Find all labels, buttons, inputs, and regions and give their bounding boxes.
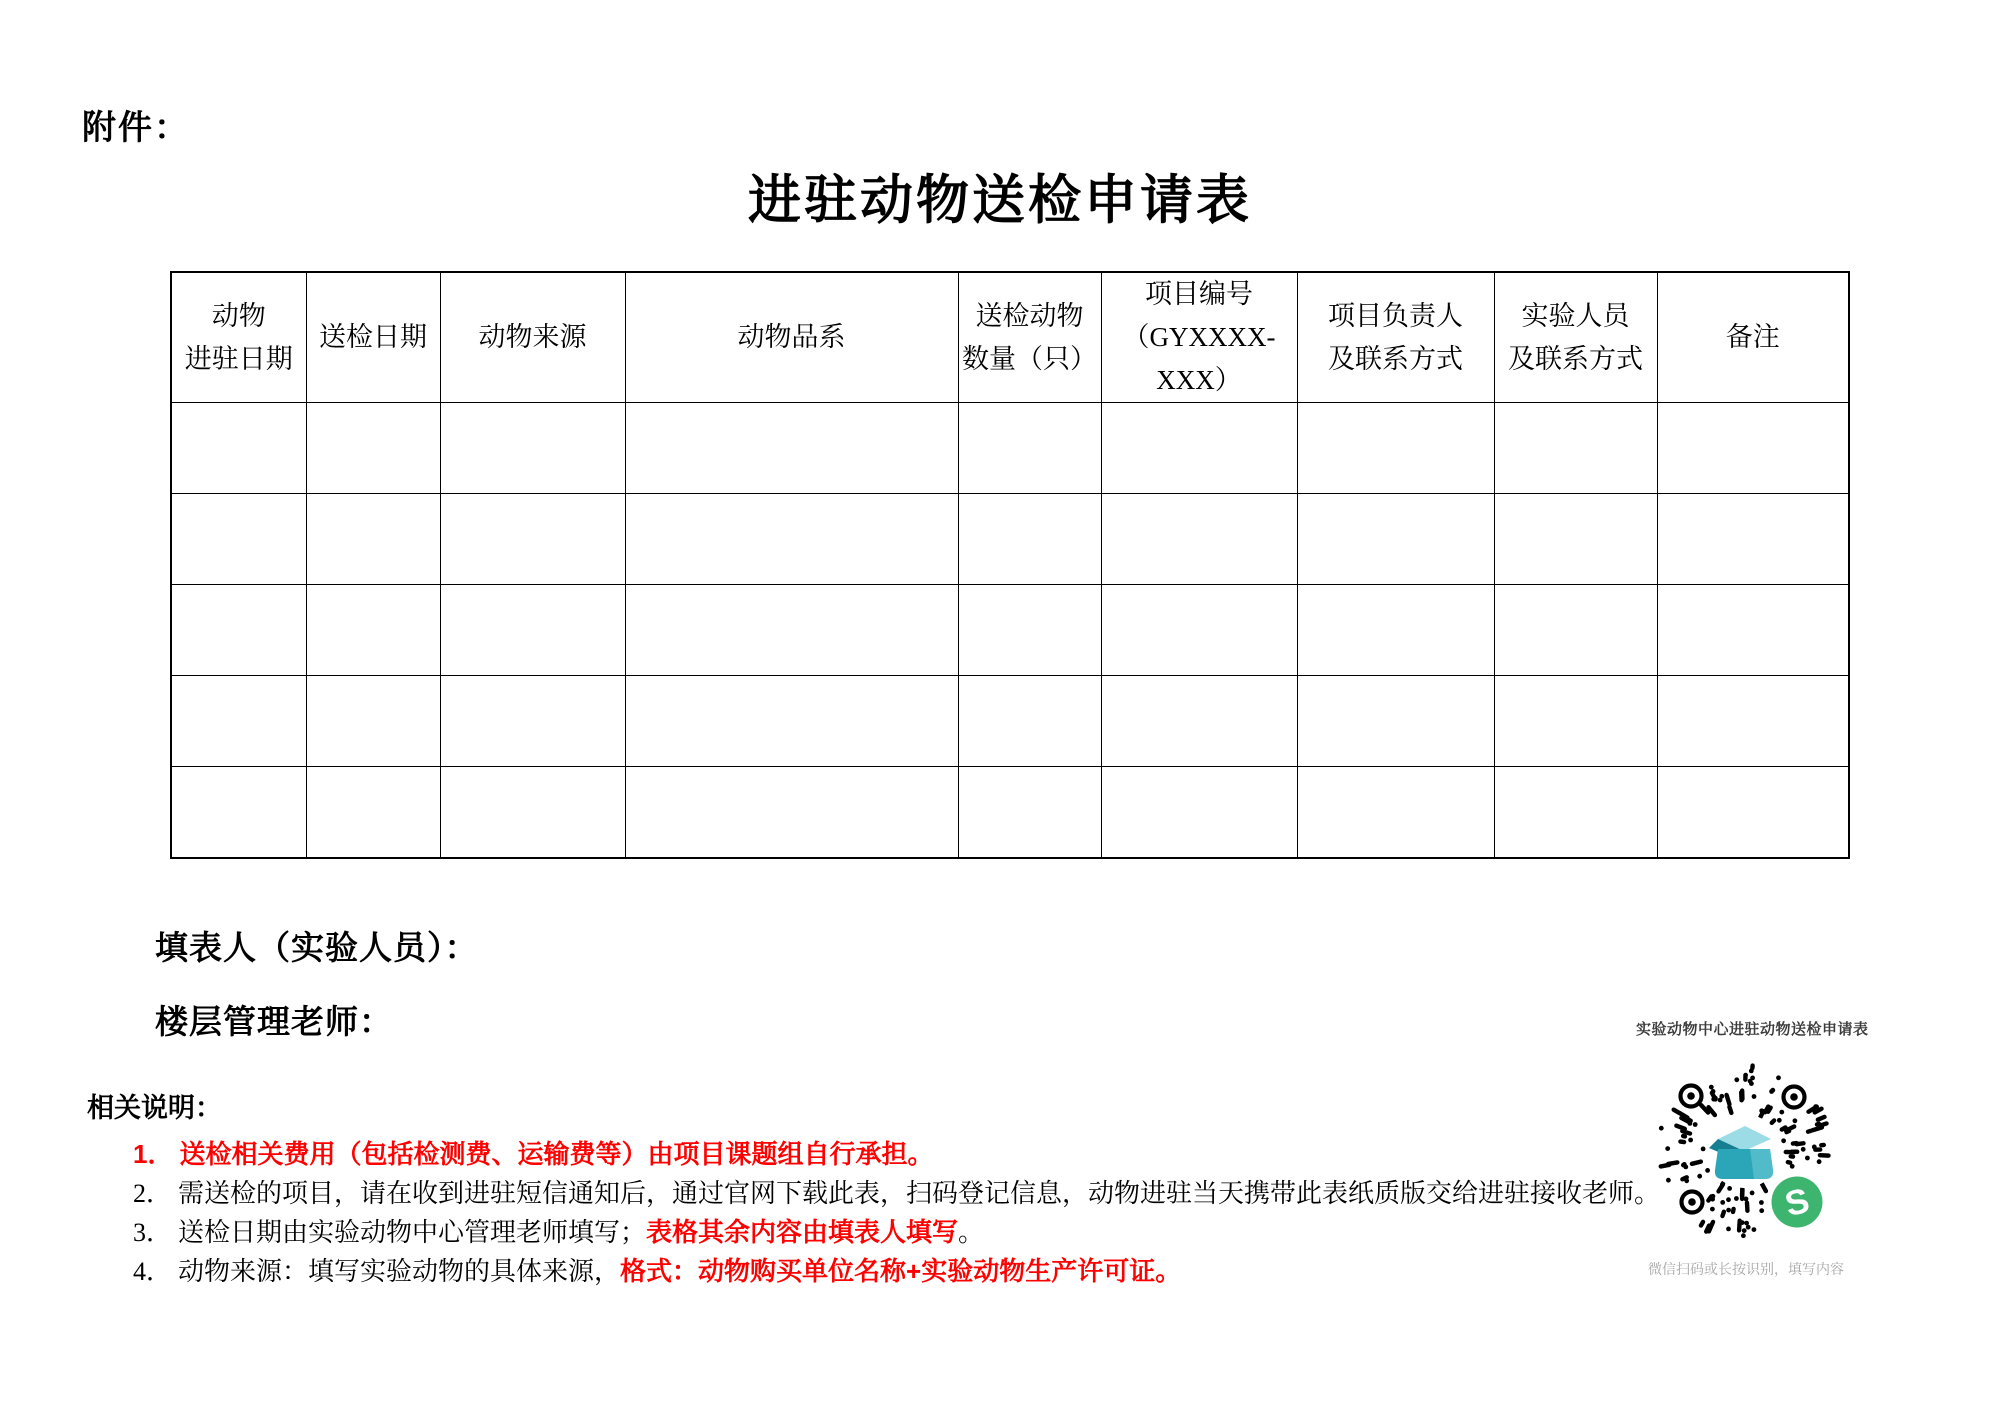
empty-cell [1297,676,1494,767]
empty-cell [1101,767,1297,858]
empty-cell [440,676,625,767]
col-header-project-number: 项目编号 （GYXXXX-XXX） [1101,272,1297,403]
empty-cell [1657,767,1849,858]
col-header-inspection-date: 送检日期 [306,272,440,403]
empty-cell [1297,494,1494,585]
qr-center-box-icon [1707,1114,1781,1188]
empty-cell [440,585,625,676]
application-table [170,271,1850,859]
empty-cell [306,585,440,676]
empty-cell [1101,585,1297,676]
empty-cell [306,676,440,767]
empty-cell [958,767,1101,858]
qr-code [1654,1061,1834,1241]
page-title: 进驻动物送检申请表 [748,171,1252,230]
empty-cell [440,767,625,858]
empty-cell [1657,676,1849,767]
col-header-animal-source: 动物来源 [440,272,625,403]
table-header-row [171,272,1849,403]
empty-cell [958,494,1101,585]
empty-cell [440,403,625,494]
table-row [171,767,1849,858]
qr-doc-label: 实验动物中心进驻动物送检申请表 [1636,1021,1869,1038]
empty-cell [1494,403,1657,494]
empty-cell [625,403,958,494]
empty-cell [440,494,625,585]
empty-cell [171,676,306,767]
attachment-label: 附件： [82,109,190,147]
empty-cell [958,403,1101,494]
table-row [171,585,1849,676]
empty-cell [1657,585,1849,676]
qr-panel [1636,1018,1876,1279]
empty-cell [171,585,306,676]
empty-cell [1297,585,1494,676]
empty-cell [306,403,440,494]
empty-cell [625,585,958,676]
empty-cell [1101,403,1297,494]
qr-position-marker-tr [1784,1087,1805,1108]
qr-caption: 微信扫码或长按识别，填写内容 [1648,1261,1844,1277]
empty-cell [625,676,958,767]
empty-cell [1657,494,1849,585]
col-header-experimenter: 实验人员 及联系方式 [1494,272,1657,403]
wechat-badge-icon [1768,1173,1826,1231]
table-body [171,403,1849,858]
empty-cell [1494,494,1657,585]
table-row [171,676,1849,767]
note-item-3: 3． 送检日期由实验动物中心管理老师填写；表格其余内容由填表人填写。 [133,1217,985,1247]
empty-cell [1657,403,1849,494]
empty-cell [171,403,306,494]
note-item-2: 2． 需送检的项目，请在收到进驻短信通知后，通过官网下载此表，扫码登记信息，动物进驻当天携带此表纸质版交给进驻接收老师。 [133,1179,1661,1208]
table-row [171,494,1849,585]
empty-cell [1494,676,1657,767]
col-header-remarks: 备注 [1657,272,1849,403]
col-header-project-leader: 项目负责人 及联系方式 [1297,272,1494,403]
notes-list [133,1135,1660,1291]
empty-cell [1297,767,1494,858]
qr-position-marker-bl [1682,1192,1703,1213]
form-filler-label: 填表人（实验人员）： [155,931,479,967]
empty-cell [171,494,306,585]
empty-cell [1101,676,1297,767]
col-header-entry-date: 动物 进驻日期 [171,272,306,403]
empty-cell [306,767,440,858]
empty-cell [625,767,958,858]
empty-cell [1494,585,1657,676]
notes-heading: 相关说明： [87,1093,222,1123]
empty-cell [306,494,440,585]
empty-cell [171,767,306,858]
empty-cell [1101,494,1297,585]
col-header-animal-count: 送检动物 数量（只） [958,272,1101,403]
floor-manager-label: 楼层管理老师： [155,1005,393,1041]
note-item-1: 1． 送检相关费用（包括检测费、运输费等）由项目课题组自行承担。 [133,1139,934,1169]
empty-cell [1297,403,1494,494]
notes-section [87,1086,1660,1291]
empty-cell [625,494,958,585]
col-header-animal-strain: 动物品系 [625,272,958,403]
empty-cell [1494,767,1657,858]
table-row [171,403,1849,494]
wechat-miniprogram-qr-icon [1654,1061,1834,1241]
note-item-4: 4． 动物来源：填写实验动物的具体来源，格式：动物购买单位名称+实验动物生产许可证。 [133,1256,1182,1286]
svg-text:S: S [1781,1180,1814,1225]
empty-cell [958,585,1101,676]
qr-position-marker-tl [1681,1086,1702,1107]
empty-cell [958,676,1101,767]
